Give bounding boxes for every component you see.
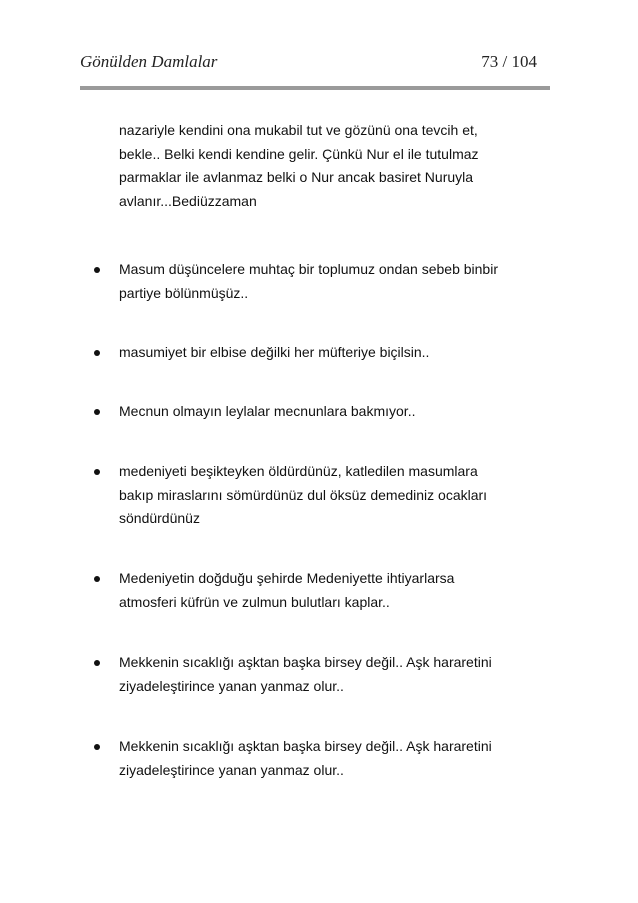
- bullet-icon: [94, 469, 100, 475]
- intro-line: parmaklar ile avlanmaz belki o Nur ancak basiret Nuruyla: [119, 169, 474, 185]
- list-item-text: [119, 460, 569, 531]
- bullet-icon: [94, 350, 100, 356]
- list-item-text: [119, 735, 569, 782]
- intro-paragraph: [119, 119, 559, 213]
- list-item-line: ziyadeleştirince yanan yanmaz olur..: [119, 761, 344, 778]
- list-item-line: masumiyet bir elbise değilki her müfteriye biçilsin..: [119, 344, 430, 360]
- list-item-line: Masum düşüncelere muhtaç bir toplumuz ondan sebeb binbir: [119, 261, 498, 277]
- intro-line: avlanır...Bediüzzaman: [119, 192, 257, 209]
- list-item-text: [119, 400, 569, 424]
- list-item-text: [119, 258, 569, 305]
- header-divider: [80, 86, 550, 90]
- list-item-text: [119, 651, 569, 698]
- intro-line: nazariyle kendini ona mukabil tut ve gözünü ona tevcih et,: [119, 122, 478, 138]
- intro-line: bekle.. Belki kendi kendine gelir. Çünkü Nur el ile tutulmaz: [119, 145, 479, 162]
- list-item-line: ziyadeleştirince yanan yanmaz olur..: [119, 677, 344, 694]
- list-item-text: [119, 567, 569, 614]
- bullet-icon: [94, 660, 100, 666]
- list-item-line: Medeniyetin doğduğu şehirde Medeniyette ihtiyarlarsa: [119, 570, 455, 586]
- bullet-icon: [94, 267, 100, 273]
- list-item-line: söndürdünüz: [119, 510, 200, 526]
- list-item-line: medeniyeti beşikteyken öldürdünüz, katledilen masumlara: [119, 463, 478, 479]
- book-title: Gönülden Damlalar: [80, 52, 218, 71]
- bullet-icon: [94, 576, 100, 582]
- list-item-line: Mekkenin sıcaklığı aşktan başka birsey değil.. Aşk hararetini: [119, 654, 492, 670]
- list-item-line: atmosferi küfrün ve zulmun bulutları kaplar..: [119, 593, 390, 610]
- list-item-line: Mecnun olmayın leylalar mecnunlara bakmıyor..: [119, 403, 416, 419]
- list-item-line: partiye bölünmüşüz..: [119, 284, 249, 301]
- list-item-line: Mekkenin sıcaklığı aşktan başka birsey değil.. Aşk hararetini: [119, 738, 492, 754]
- page-header: [80, 52, 537, 76]
- bullet-icon: [94, 409, 100, 415]
- list-item-text: [119, 341, 569, 365]
- list-item-line: bakıp miraslarını sömürdünüz dul öksüz demediniz ocakları: [119, 486, 488, 503]
- page-number: 73 / 104: [481, 52, 537, 71]
- bullet-icon: [94, 744, 100, 750]
